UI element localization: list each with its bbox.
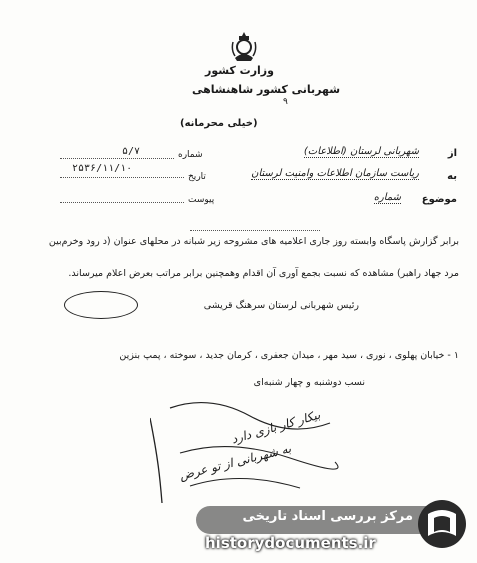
body-line-5: نسب دوشنبه و چهار شنبه‌ای bbox=[253, 377, 365, 388]
separator-line bbox=[190, 230, 320, 231]
handwritten-line-1: به شهربانی از تو عرض bbox=[178, 441, 293, 483]
to-label: به bbox=[447, 171, 457, 182]
ministry-name: وزارت کشور bbox=[205, 64, 274, 77]
classification-stamp: (خیلی محرمانه) bbox=[180, 118, 258, 129]
lion-and-sun-emblem-icon bbox=[229, 30, 259, 64]
number-value: ۵/۷ bbox=[122, 146, 141, 157]
number-label: شماره bbox=[178, 150, 203, 160]
handwritten-line-2: بیکار کار بازی دارد bbox=[229, 407, 322, 447]
body-line-3: رئیس شهربانی لرستان سرهنگ قریشی bbox=[203, 300, 359, 311]
signature-oval bbox=[64, 291, 138, 319]
body-line-1: برابر گزارش پاسگاه وابسته روز جاری اعلامیه های مشروحه زیر شبانه در محلهای عنوان (د رود وخرم‌بین bbox=[48, 236, 459, 247]
number-line bbox=[60, 158, 174, 159]
subject-label: موضوع bbox=[421, 194, 457, 205]
watermark-title: مرکز بررسی اسناد تاریخی bbox=[242, 509, 413, 524]
watermark-url: historydocuments.ir bbox=[205, 534, 376, 552]
from-value: شهربانی لرستان (اطلاعات) bbox=[303, 146, 419, 157]
from-label: از bbox=[447, 148, 457, 159]
body-line-2: مرد جهاد راهبر) مشاهده که نسبت بجمع آوری آن اقدام وهمچنین برابر مراتب بعرض اعلام میرساند. bbox=[68, 268, 459, 279]
date-label: تاریخ bbox=[188, 172, 206, 182]
body-line-4: ۱ - خیابان پهلوی ، نوری ، سید مهر ، میدان جعفری ، کرمان جدید ، سوخته ، پمپ بنزین bbox=[119, 350, 459, 361]
date-value: ۲۵۳۶/۱۱/۱۰ bbox=[72, 163, 133, 174]
date-line bbox=[60, 177, 184, 178]
attachment-line bbox=[60, 202, 184, 203]
subject-value: شماره bbox=[373, 192, 401, 203]
office-name: شهربانی کشور شاهنشاهی bbox=[192, 83, 341, 96]
attachment-label: پیوست bbox=[188, 195, 215, 205]
archive-logo-icon bbox=[416, 498, 468, 550]
to-value: ریاست سازمان اطلاعات وامنیت لرستان bbox=[251, 168, 419, 179]
letterhead-mark: ۹ bbox=[283, 97, 288, 107]
